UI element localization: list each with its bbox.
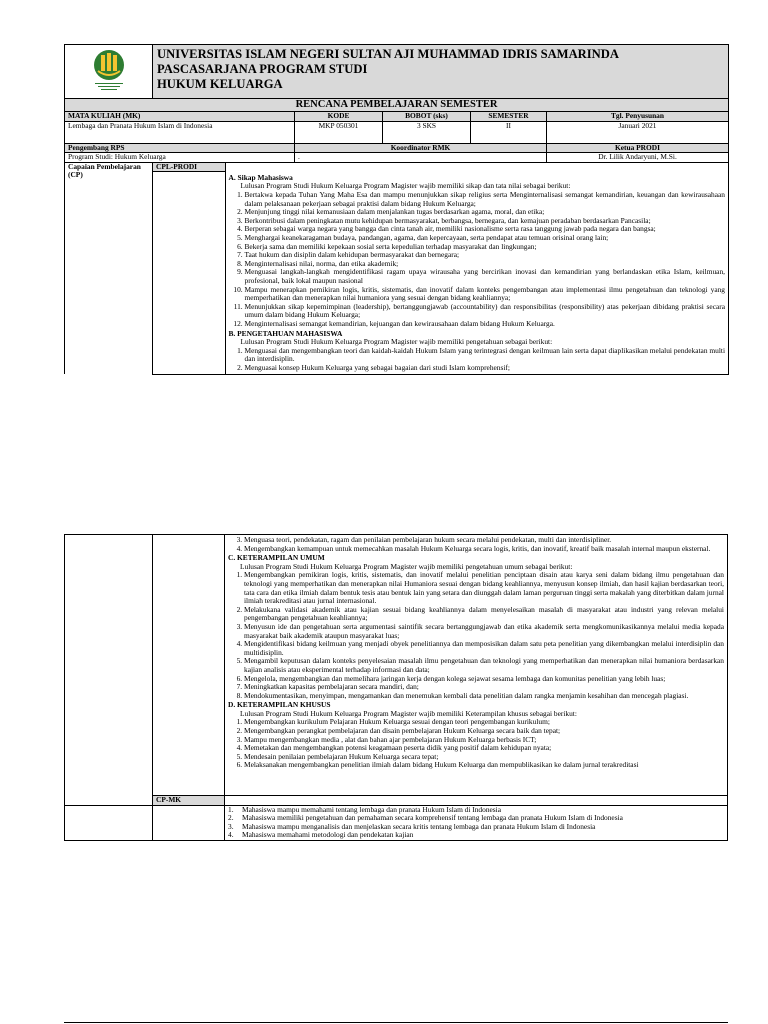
list-item: 1. Mengembangkan kurikulum Pelajaran Hukum Keluarga sesuai dengan teori pengembangan kurikulum; xyxy=(244,718,724,727)
label-ketua-prodi: Ketua PRODI xyxy=(547,143,729,153)
cp-label: Capaian Pembelajaran (CP) xyxy=(65,162,153,374)
umum-list xyxy=(228,571,724,700)
cp-continued xyxy=(225,535,728,796)
university-header xyxy=(153,45,729,99)
label-bobot: BOBOT (sks) xyxy=(383,112,471,122)
page-3-top-border xyxy=(64,1022,728,1023)
course-code: MKP 050301 xyxy=(295,121,383,143)
list-item: 5. Mengambil keputusan dalam konteks penyelesaian masalah ilmu pengetahuan dan teknologi yang memperhatikan dan menerapkan nilai humaniora berdasarkan kajian analisis atau eksperimental terhadap informasi dan data; xyxy=(244,657,724,674)
khusus-title: D. KETERAMPILAN KHUSUS xyxy=(228,700,331,710)
rps-page-1 xyxy=(64,44,728,375)
label-kode: KODE xyxy=(295,112,383,122)
cpmk-label: CP-MK xyxy=(153,796,225,806)
rps-cp-continued-table xyxy=(64,534,728,841)
list-item: 2. Melakukana validasi akademik atau kajian sesuai bidang keahliannya dalam menyelesaikan masalah di masyarakat atau industri yang relevan melalui pengembangan pengetahuan keahliannya; xyxy=(244,606,724,623)
course-name: Lembaga dan Pranata Hukum Islam di Indonesia xyxy=(65,121,295,143)
list-item: 8. Mendokumentasikan, menyimpan, mengamankan dan menemukan kembali data penelitian dalam rangka menjamin kesahihan dan mencegah plagiasi. xyxy=(244,692,724,701)
pengetahuan-list-part1 xyxy=(229,347,726,373)
university-name: UNIVERSITAS ISLAM NEGERI SULTAN AJI MUHAMMAD IDRIS SAMARINDA xyxy=(157,47,619,61)
khusus-intro: Lulusan Program Studi Hukum Keluarga Program Magister wajib memiliki Keterampilan khusus sebagai berikut: xyxy=(240,708,577,718)
sikap-list xyxy=(229,191,726,329)
list-item: 2. Menguasai konsep Hukum Keluarga yang sebagai bagaian dari studi Islam komprehensif; xyxy=(245,364,726,373)
pengetahuan-list-part2 xyxy=(228,536,724,553)
list-item: 4. Mahasiswa memahami metodologi dan pendekatan kajian xyxy=(228,830,414,840)
list-item: 8. Menginternalisasi nilai, norma, dan etika akademik; xyxy=(245,260,726,269)
ketua-prodi-value: Dr. Lilik Andaryuni, M.Si. xyxy=(547,153,729,163)
list-item: 6. Melaksanakan mengembangkan penelitian ilmiah dalam bidang Hukum Keluarga dan mempublikasikan ke dalam jurnal terakreditasi xyxy=(244,761,724,770)
list-item: 3. Menyusun ide dan pengetahuan serta argumentasi saintifik secara bertanggungjawab dan etika akademik serta mengkomunikasikannya melalui media kepada masyarakat baik akademik ataupun masyarakat luas; xyxy=(244,623,724,640)
cpmk-text: Mahasiswa memahami metodologi dan pendekatan kajian xyxy=(242,830,414,840)
pengembang-value: Program Studi: Hukum Keluarga xyxy=(65,153,295,163)
document-title: RENCANA PEMBELAJARAN SEMESTER xyxy=(65,99,729,112)
course-semester: II xyxy=(471,121,547,143)
label-semester: SEMESTER xyxy=(471,112,547,122)
sikap-intro: Lulusan Program Studi Hukum Keluarga Program Magister wajib memiliki sikap dan tata nilai sebagai berikut: xyxy=(240,181,571,191)
list-item: 3. Mahasiswa mampu menganalisis dan menjelaskan secara kritis tentang lembaga dan pranata Hukum Islam di Indonesia xyxy=(228,821,596,831)
list-item: 4. Berperan sebagai warga negara yang bangga dan cinta tanah air, memiliki nasionalisme serta rasa tanggung jawab pada negara dan bangsa; xyxy=(245,225,726,234)
list-item: 4. Mengembangkan kemampuan untuk memecahkan masalah Hukum Keluarga secara logis, kritis, dan inovatif, kreatif baik masalah internal maupun eksternal. xyxy=(244,545,724,554)
cpmk-text: Mahasiswa memiliki pengetahuan dan pemahaman secara komprehensif tentang lembaga dan pranata Hukum Islam di Indonesia xyxy=(242,813,623,823)
list-item: 5. Mendesain penilaian pembelajaran Hukum Keluarga secara tepat; xyxy=(244,753,724,762)
list-item: 9. Menguasai langkah-langkah mengidentifikasi ragam upaya wirausaha yang bercirikan inovasi dan kemandirian yang berlandaskan etika Islam, keilmuan, profesional, baik lokal maupun nasional xyxy=(245,268,726,285)
list-item: 3. Mampu mengembangkan media , alat dan bahan ajar pembelajaran Hukum Keluarga berbasis ICT; xyxy=(244,736,724,745)
sikap-section xyxy=(225,172,728,374)
list-item: 3. Menguasa teori, pendekatan, ragam dan penilaian pembelajaran hukum secara melalui pendekatan, multi dan interdisipliner. xyxy=(244,536,724,545)
list-item: 11. Menunjukkan sikap kepemimpinan (leadership), bertanggungjawab (accountability) dan responsibilitas (responsibility) atas pekerjaan dibidang praktisi secara umum dalam bidang Hukum Keluarga; xyxy=(245,303,726,320)
course-credits: 3 SKS xyxy=(383,121,471,143)
cp-content xyxy=(153,162,729,374)
list-item: 1. Mengembangkan pemikiran logis, kritis, sistematis, dan inovatif melalui penelitian penciptaan disain atau karya seni dalam bidang ilmu pengetahuan dan teknologi yang memperhatikan dan menerapkan nilai Humaniora sesuai dengan bidang keahliannya, menyusun konsep ilmiah, dan hasil kajian berdasarkan teori, tata cara dan etika ilmiah dalam bentuk tesis atau bentuk lain yang setara dan diunggah dalam laman perguruan tinggi serta makalah yang diterbitkan dalam jurnal ilmiah terakreditasi atau jurnal internasional. xyxy=(244,571,724,605)
list-item: 2. Mahasiswa memiliki pengetahuan dan pemahaman secara komprehensif tentang lembaga dan pranata Hukum Islam di Indonesia xyxy=(228,813,623,823)
khusus-list xyxy=(228,718,724,770)
umum-intro: Lulusan Program Studi Hukum Keluarga Program Magister wajib memiliki pengetahuan umum sebagai berikut: xyxy=(240,561,573,571)
pengetahuan-intro: Lulusan Program Studi Hukum Keluarga Program Magister wajib memiliki pengetahuan sebagai berikut: xyxy=(240,337,553,347)
list-item: 3. Berkontribusi dalam peningkatan mutu kehidupan bermasyarakat, berbangsa, bernegara, dan kemajuan peradaban berdasarkan Pancasila; xyxy=(245,217,726,226)
rps-header-table xyxy=(64,44,729,375)
rps-page-2 xyxy=(64,534,728,841)
list-item: 1. Mahasiswa mampu memahami tentang lembaga dan pranata Hukum Islam di Indonesia xyxy=(228,804,502,814)
label-mata-kuliah: MATA KULIAH (MK) xyxy=(65,112,295,122)
umum-title: C. KETERAMPILAN UMUM xyxy=(228,553,325,563)
list-item: 2. Menjunjung tinggi nilai kemanusiaan dalam menjalankan tugas berdasarkan agama, moral, dan etika; xyxy=(245,208,726,217)
list-item: 2. Mengembangkan perangkat pembelajaran dan disain pembelajaran Hukum Keluarga secara baik dan tepat; xyxy=(244,727,724,736)
department-name: HUKUM KELUARGA xyxy=(157,77,283,91)
list-item: 7. Taat hukum dan disiplin dalam kehidupan bermasyarakat dan bernegara; xyxy=(245,251,726,260)
list-item: 6. Bekerja sama dan memiliki kepekaan sosial serta kepedulian terhadap masyarakat dan lingkungan; xyxy=(245,243,726,252)
university-logo xyxy=(89,47,129,93)
list-item: 6. Mengelola, mengembangkan dan memelihara jaringan kerja dengan kolega sejawat sesama lembaga dan komunitas penelitian yang lebih luas; xyxy=(244,675,724,684)
list-item: 1. Bertakwa kepada Tuhan Yang Maha Esa dan mampu menunjukkan sikap religius serta Menginternalisasi semangat kemandirian, keuangan dan kewirausahaan dalam pelaksanaan pekerjaan sebagai praktisi dalam bidang Hukum Keluarga; xyxy=(245,191,726,208)
program-name: PASCASARJANA PROGRAM STUDI xyxy=(157,62,368,76)
course-date: Januari 2021 xyxy=(547,121,729,143)
list-item: 1. Menguasai dan mengembangkan teori dan kaidah-kaidah Hukum Islam yang terintegrasi dengan keilmuan lain serta dapat diaplikasikan melalui pendekatan multi dan interdisiplin. xyxy=(245,347,726,364)
cpmk-glyph-cell xyxy=(153,805,225,840)
list-item: 10. Mampu menerapkan pemikiran logis, kritis, sistematis, dan inovatif dalam konteks pengembangan atau implementasi ilmu pengetahuan dan teknologi yang memperhatikan dan menerapkan nilai humaniora yang sesuai dengan bidang keahliannya; xyxy=(245,286,726,303)
label-pengembang: Pengembang RPS xyxy=(65,143,295,153)
pengetahuan-title: B. PENGETAHUAN MAHASISWA xyxy=(228,328,343,338)
label-tgl-penyusunan: Tgl. Penyusunan xyxy=(547,112,729,122)
cpmk-text: Mahasiswa mampu memahami tentang lembaga dan pranata Hukum Islam di Indonesia xyxy=(242,804,502,814)
list-item: 7. Meningkatkan kapasitas pembelajaran secara mandiri, dan; xyxy=(244,683,724,692)
cpmk-list xyxy=(225,805,728,840)
label-koordinator: Koordinator RMK xyxy=(295,143,547,153)
koordinator-value: . xyxy=(295,153,547,163)
list-item: 5. Menghargai keanekaragaman budaya, pandangan, agama, dan kepercayaan, serta pendapat atau temuan orisinal orang lain; xyxy=(245,234,726,243)
logo-cell xyxy=(65,45,153,99)
cpmk-text: Mahasiswa mampu menganalisis dan menjelaskan secara kritis tentang lembaga dan pranata Hukum Islam di Indonesia xyxy=(242,821,596,831)
list-item: 12. Menginternalisasi semangat kemandirian, kejuangan dan kewirausahaan dalam bidang Hukum Keluarga. xyxy=(245,320,726,329)
list-item: 4. Mengidentifikasi bidang keilmuan yang menjadi obyek penelitiannya dan memposisikan dalam satu peta penelitian yang dikembangkan melalui interdisiplin dan multidisiplin. xyxy=(244,640,724,657)
sikap-title: A. Sikap Mahasiswa xyxy=(228,172,293,182)
list-item: 4. Memetakan dan mengembangkan potensi keagamaan peserta didik yang positif dalam kehidupan nyata; xyxy=(244,744,724,753)
cpl-prodi-label: CPL-PRODI xyxy=(153,163,225,172)
